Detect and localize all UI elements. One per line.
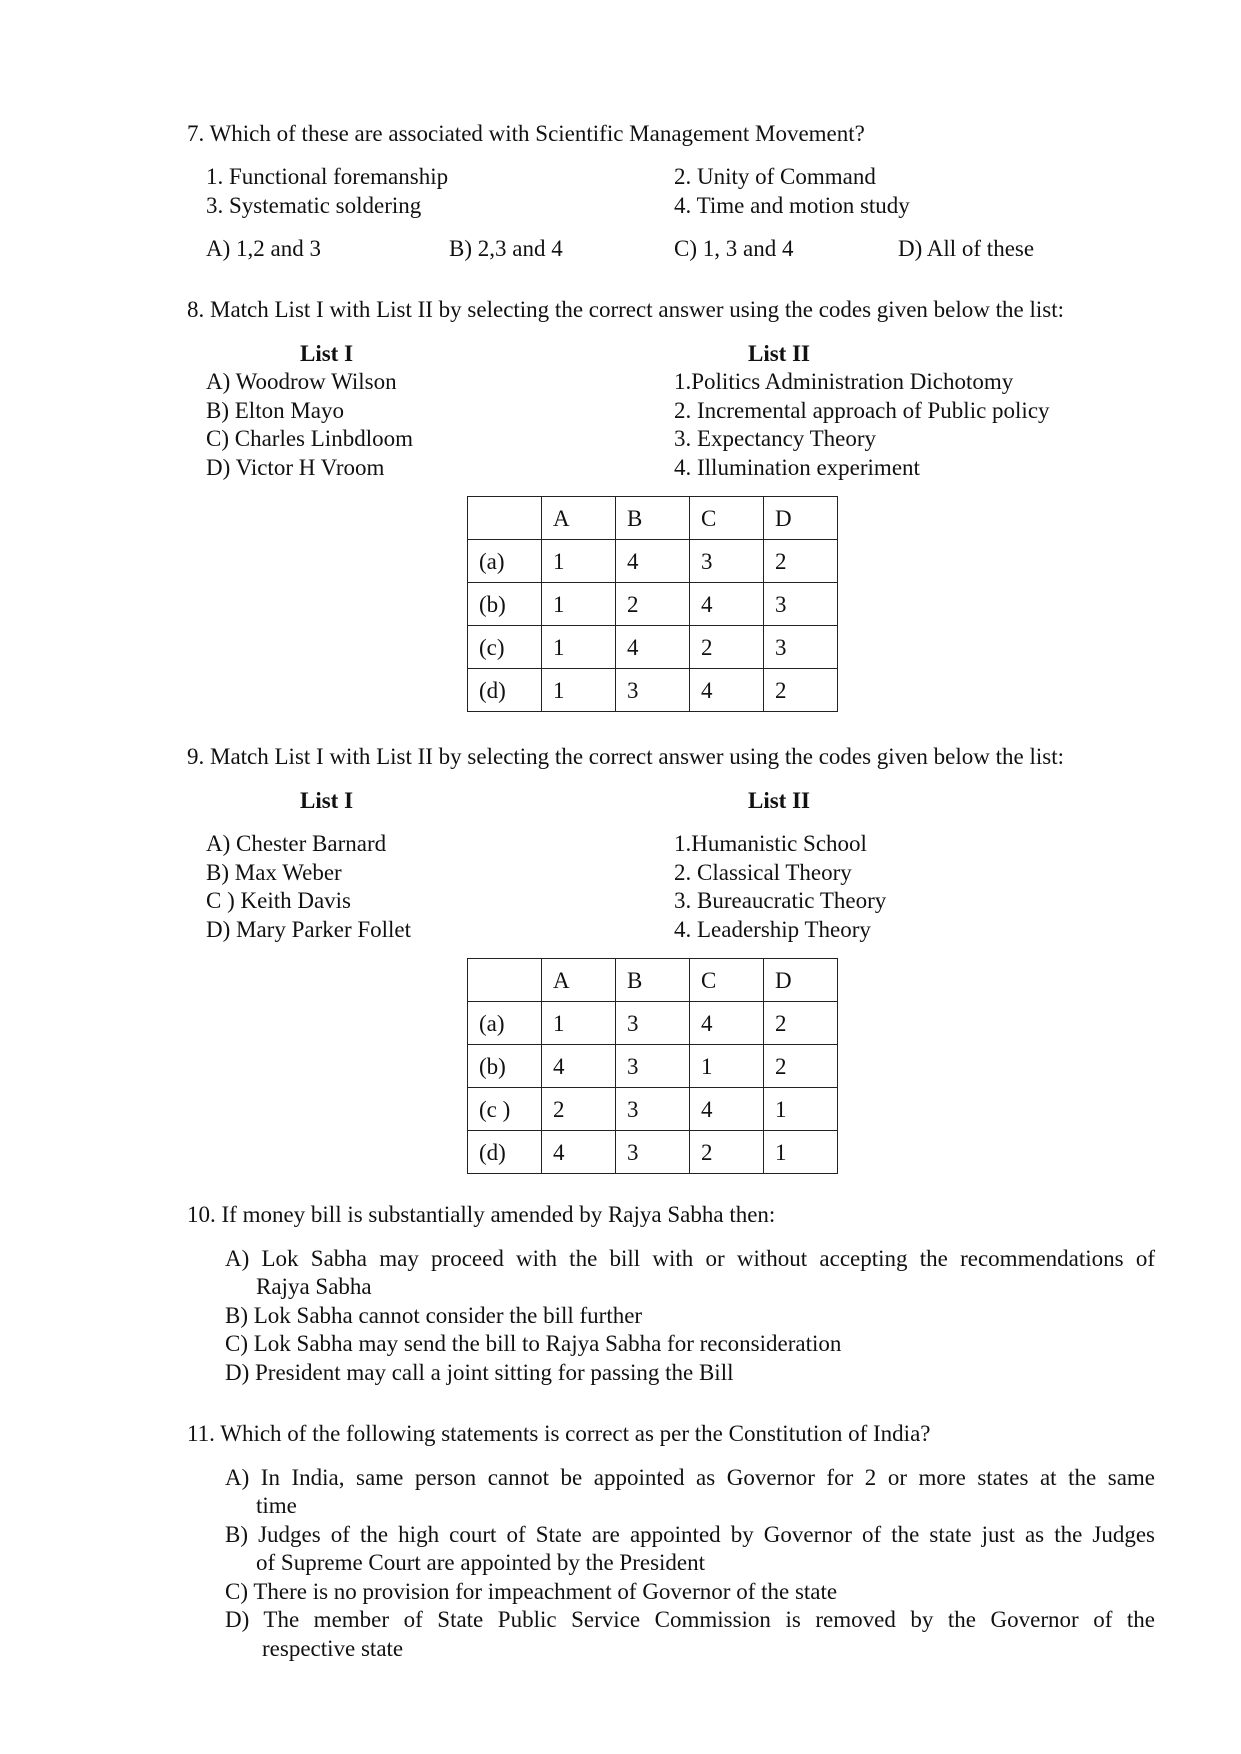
q8-codes-table [467,496,838,712]
table-cell: 4 [690,1088,764,1131]
q9-list1-item: D) Mary Parker Follet [206,917,412,942]
table-cell: C [690,497,764,540]
table-row [468,1131,838,1174]
table-cell: 2 [690,1131,764,1174]
table-cell: 3 [616,1088,690,1131]
table-cell: 2 [764,1002,838,1045]
q8-list2-item: 2. Incremental approach of Public policy [674,398,1050,423]
table-cell: A [542,497,616,540]
table-cell: 1 [542,540,616,583]
q8-list1-heading: List I [300,341,354,366]
table-cell: (b) [468,1045,542,1088]
table-header-row [468,497,838,540]
table-cell: 2 [616,583,690,626]
table-cell: 4 [690,583,764,626]
table-cell: B [616,959,690,1002]
table-row [468,1045,838,1088]
q10-option-a-line2: Rajya Sabha [256,1274,372,1299]
table-cell: 4 [616,540,690,583]
q9-list1-item: A) Chester Barnard [206,831,387,856]
q11-option-b-line2: of Supreme Court are appointed by the President [256,1550,706,1575]
q7-item-4: 4. Time and motion study [674,193,910,218]
q9-list2-item: 3. Bureaucratic Theory [674,888,887,913]
table-cell: 2 [690,626,764,669]
table-cell [468,497,542,540]
table-cell: D [764,497,838,540]
table-cell: 3 [616,1002,690,1045]
q8-list1-item: B) Elton Mayo [206,398,344,423]
table-cell: 1 [764,1131,838,1174]
q11-option-d-line2: respective state [262,1636,404,1661]
table-cell: 2 [764,540,838,583]
table-cell: 2 [764,1045,838,1088]
q8-list2-item: 4. Illumination experiment [674,455,920,480]
table-cell: (a) [468,540,542,583]
q11-option-d-line1: D) The member of State Public Service Commission is removed by the Governor of the [225,1607,1155,1632]
q8-list2-item: 1.Politics Administration Dichotomy [674,369,1014,394]
table-cell: A [542,959,616,1002]
table-cell: 2 [542,1088,616,1131]
table-cell: (d) [468,669,542,712]
q8-list1-item: D) Victor H Vroom [206,455,385,480]
table-cell: (a) [468,1002,542,1045]
table-row [468,540,838,583]
table-cell: 1 [542,583,616,626]
table-cell: 3 [616,1131,690,1174]
table-cell: D [764,959,838,1002]
table-cell: 3 [616,1045,690,1088]
table-row [468,1002,838,1045]
table-cell: 2 [764,669,838,712]
table-row [468,669,838,712]
q11-option-a-line1: A) In India, same person cannot be appointed as Governor for 2 or more states at the same [225,1465,1155,1490]
q9-list2-item: 2. Classical Theory [674,860,852,885]
q9-question: 9. Match List I with List II by selecting the correct answer using the codes given below the list: [187,744,1064,769]
table-cell: 3 [690,540,764,583]
q10-option-b: B) Lok Sabha cannot consider the bill further [225,1303,643,1328]
q9-list1-heading: List I [300,788,354,813]
table-cell: 4 [690,1002,764,1045]
q7-option-d: D) All of these [898,236,1035,261]
table-cell: 1 [690,1045,764,1088]
table-cell: (c ) [468,1088,542,1131]
table-cell [468,959,542,1002]
table-row [468,1088,838,1131]
table-cell: 3 [764,626,838,669]
q8-question: 8. Match List I with List II by selecting the correct answer using the codes given below the list: [187,297,1064,322]
q10-option-d: D) President may call a joint sitting for passing the Bill [225,1360,734,1385]
q9-list1-item: B) Max Weber [206,860,342,885]
q10-question: 10. If money bill is substantially amended by Rajya Sabha then: [187,1202,776,1227]
q9-codes-table [467,958,838,1174]
table-cell: (c) [468,626,542,669]
q11-option-a-line2: time [256,1493,297,1518]
table-cell: 4 [690,669,764,712]
table-header-row [468,959,838,1002]
table-cell: 3 [616,669,690,712]
q7-option-a: A) 1,2 and 3 [206,236,321,261]
table-row [468,626,838,669]
table-cell: (b) [468,583,542,626]
table-cell: 1 [542,626,616,669]
q8-list2-item: 3. Expectancy Theory [674,426,877,451]
q9-list1-item: C ) Keith Davis [206,888,352,913]
table-cell: 1 [764,1088,838,1131]
q7-option-b: B) 2,3 and 4 [449,236,563,261]
q9-list2-item: 1.Humanistic School [674,831,867,856]
q9-list2-item: 4. Leadership Theory [674,917,871,942]
table-cell: B [616,497,690,540]
q11-option-b-line1: B) Judges of the high court of State are appointed by Governor of the state just as the Judges [225,1522,1155,1547]
q10-option-a-line1: A) Lok Sabha may proceed with the bill with or without accepting the recommendations of [225,1246,1155,1271]
q7-question: 7. Which of these are associated with Scientific Management Movement? [187,121,865,146]
q8-list1-item: C) Charles Linbdloom [206,426,413,451]
q9-list2-heading: List II [748,788,810,813]
q8-list1-item: A) Woodrow Wilson [206,369,397,394]
table-cell: 3 [764,583,838,626]
table-cell: 4 [542,1131,616,1174]
q7-item-1: 1. Functional foremanship [206,164,449,189]
q7-item-3: 3. Systematic soldering [206,193,422,218]
table-row [468,583,838,626]
table-cell: C [690,959,764,1002]
q8-list2-heading: List II [748,341,810,366]
table-cell: 1 [542,1002,616,1045]
table-cell: 4 [616,626,690,669]
q11-question: 11. Which of the following statements is correct as per the Constitution of India? [187,1421,931,1446]
table-cell: (d) [468,1131,542,1174]
table-cell: 4 [542,1045,616,1088]
q7-item-2: 2. Unity of Command [674,164,876,189]
q11-option-c: C) There is no provision for impeachment of Governor of the state [225,1579,838,1604]
q7-option-c: C) 1, 3 and 4 [674,236,794,261]
table-cell: 1 [542,669,616,712]
q10-option-c: C) Lok Sabha may send the bill to Rajya Sabha for reconsideration [225,1331,842,1356]
